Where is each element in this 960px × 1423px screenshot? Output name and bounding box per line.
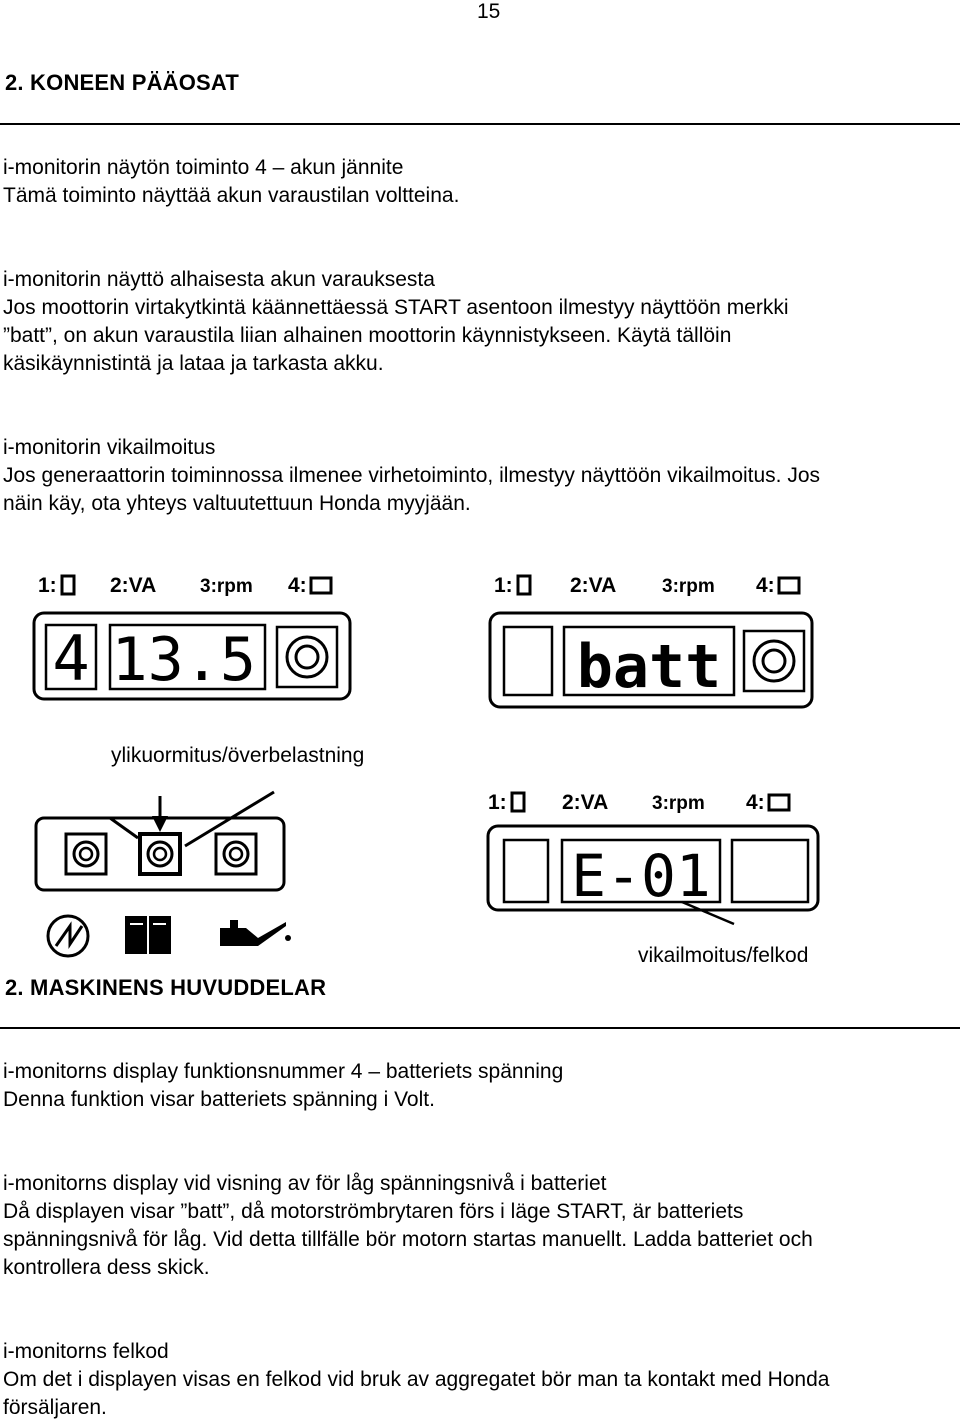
manual-book-icon [125, 916, 171, 954]
function-digit: 4 [52, 622, 90, 695]
mode-1-digit-icon [518, 576, 530, 594]
error-code: E-01 [571, 842, 711, 910]
divider-top [0, 123, 960, 125]
oil-can-icon [220, 920, 291, 946]
error-caption: vikailmoitus/felkod [638, 944, 809, 967]
mode-1-label: 1: [488, 791, 507, 814]
battery-icon [311, 578, 331, 593]
fi-p2-line: käsikäynnistintä ja lataa ja tarkasta akku. [3, 352, 384, 375]
mode-4-label: 4: [288, 574, 307, 597]
sv-p1-line: Denna funktion visar batteriets spänning i Volt. [3, 1088, 435, 1111]
fi-p3-line: Jos generaattorin toiminnossa ilmenee virhetoiminto, ilmestyy näyttöön vikailmoitus. Jos [3, 464, 821, 487]
mode-1-digit-icon [62, 576, 74, 594]
mode-labels [494, 574, 799, 597]
function-digit-box [504, 627, 552, 695]
sv-p3-title: i-monitorns felkod [3, 1340, 169, 1363]
display-error-figure [484, 782, 824, 927]
overload-figure [30, 788, 350, 963]
battery-icon [769, 795, 789, 810]
fi-p1-line: Tämä toiminto näyttää akun varaustilan voltteina. [3, 184, 460, 207]
function-digit-box [504, 840, 548, 902]
mode-2-label: 2:VA [570, 574, 617, 597]
page-number: 15 [477, 0, 501, 23]
mode-labels [38, 574, 331, 597]
outlet-icon [216, 834, 256, 874]
mode-2-label: 2:VA [110, 574, 157, 597]
fi-p2-title: i-monitorin näyttö alhaisesta akun varauksesta [3, 268, 435, 291]
display-batt-figure [486, 565, 821, 715]
outlet-icon-active [140, 834, 180, 874]
target-icon [277, 627, 337, 687]
divider-middle [0, 1027, 960, 1029]
mode-1-digit-icon [512, 793, 524, 811]
mode-labels [488, 791, 789, 814]
mode-2-label: 2:VA [562, 791, 609, 814]
fi-p1-title: i-monitorin näytön toiminto 4 – akun jännite [3, 156, 404, 179]
voltage-value: 13.5 [111, 625, 256, 695]
outlet-icon [66, 834, 106, 874]
indicator-box [732, 840, 808, 902]
sv-p2-line: Då displayen visar ”batt”, då motorströmbrytaren förs i läge START, är batteriets [3, 1200, 744, 1223]
overload-caption: ylikuormitus/överbelastning [111, 744, 365, 767]
mode-3-label: 3:rpm [200, 576, 253, 597]
battery-icon [779, 578, 799, 593]
heading-fi: 2. KONEEN PÄÄOSAT [5, 70, 240, 95]
target-icon [744, 631, 804, 691]
mode-1-label: 1: [38, 574, 57, 597]
sv-p1-title: i-monitorns display funktionsnummer 4 – batteriets spänning [3, 1060, 564, 1083]
sv-p3-line: försäljaren. [3, 1396, 107, 1419]
sv-p2-line: spänningsnivå för låg. Vid detta tillfälle bör motorn startas manuellt. Ladda batteriet och [3, 1228, 813, 1251]
sv-p2-line: kontrollera dess skick. [3, 1256, 210, 1279]
mode-4-label: 4: [756, 574, 775, 597]
fi-p2-line: Jos moottorin virtakytkintä käännettäessä START asentoon ilmestyy näyttöön merkki [3, 296, 789, 319]
sv-p2-title: i-monitorns display vid visning av för låg spänningsnivå i batteriet [3, 1172, 607, 1195]
display-voltage-figure [30, 565, 360, 715]
arrow-right-icon [110, 818, 138, 838]
arrow-down-icon [152, 796, 168, 832]
fi-p3-title: i-monitorin vikailmoitus [3, 436, 216, 459]
mode-3-label: 3:rpm [662, 576, 715, 597]
sv-p3-line: Om det i displayen visas en felkod vid bruk av aggregatet bör man ta kontakt med Honda [3, 1368, 830, 1391]
lightning-warning-icon [48, 916, 88, 956]
batt-text: batt [576, 632, 722, 702]
fi-p2-line: ”batt”, on akun varaustila liian alhainen moottorin käynnistykseen. Käytä tällöin [3, 324, 732, 347]
fi-p3-line: näin käy, ota yhteys valtuutettuun Honda myyjään. [3, 492, 471, 515]
mode-1-label: 1: [494, 574, 513, 597]
mode-3-label: 3:rpm [652, 793, 705, 814]
mode-4-label: 4: [746, 791, 765, 814]
heading-sv: 2. MASKINENS HUVUDDELAR [5, 975, 327, 1000]
